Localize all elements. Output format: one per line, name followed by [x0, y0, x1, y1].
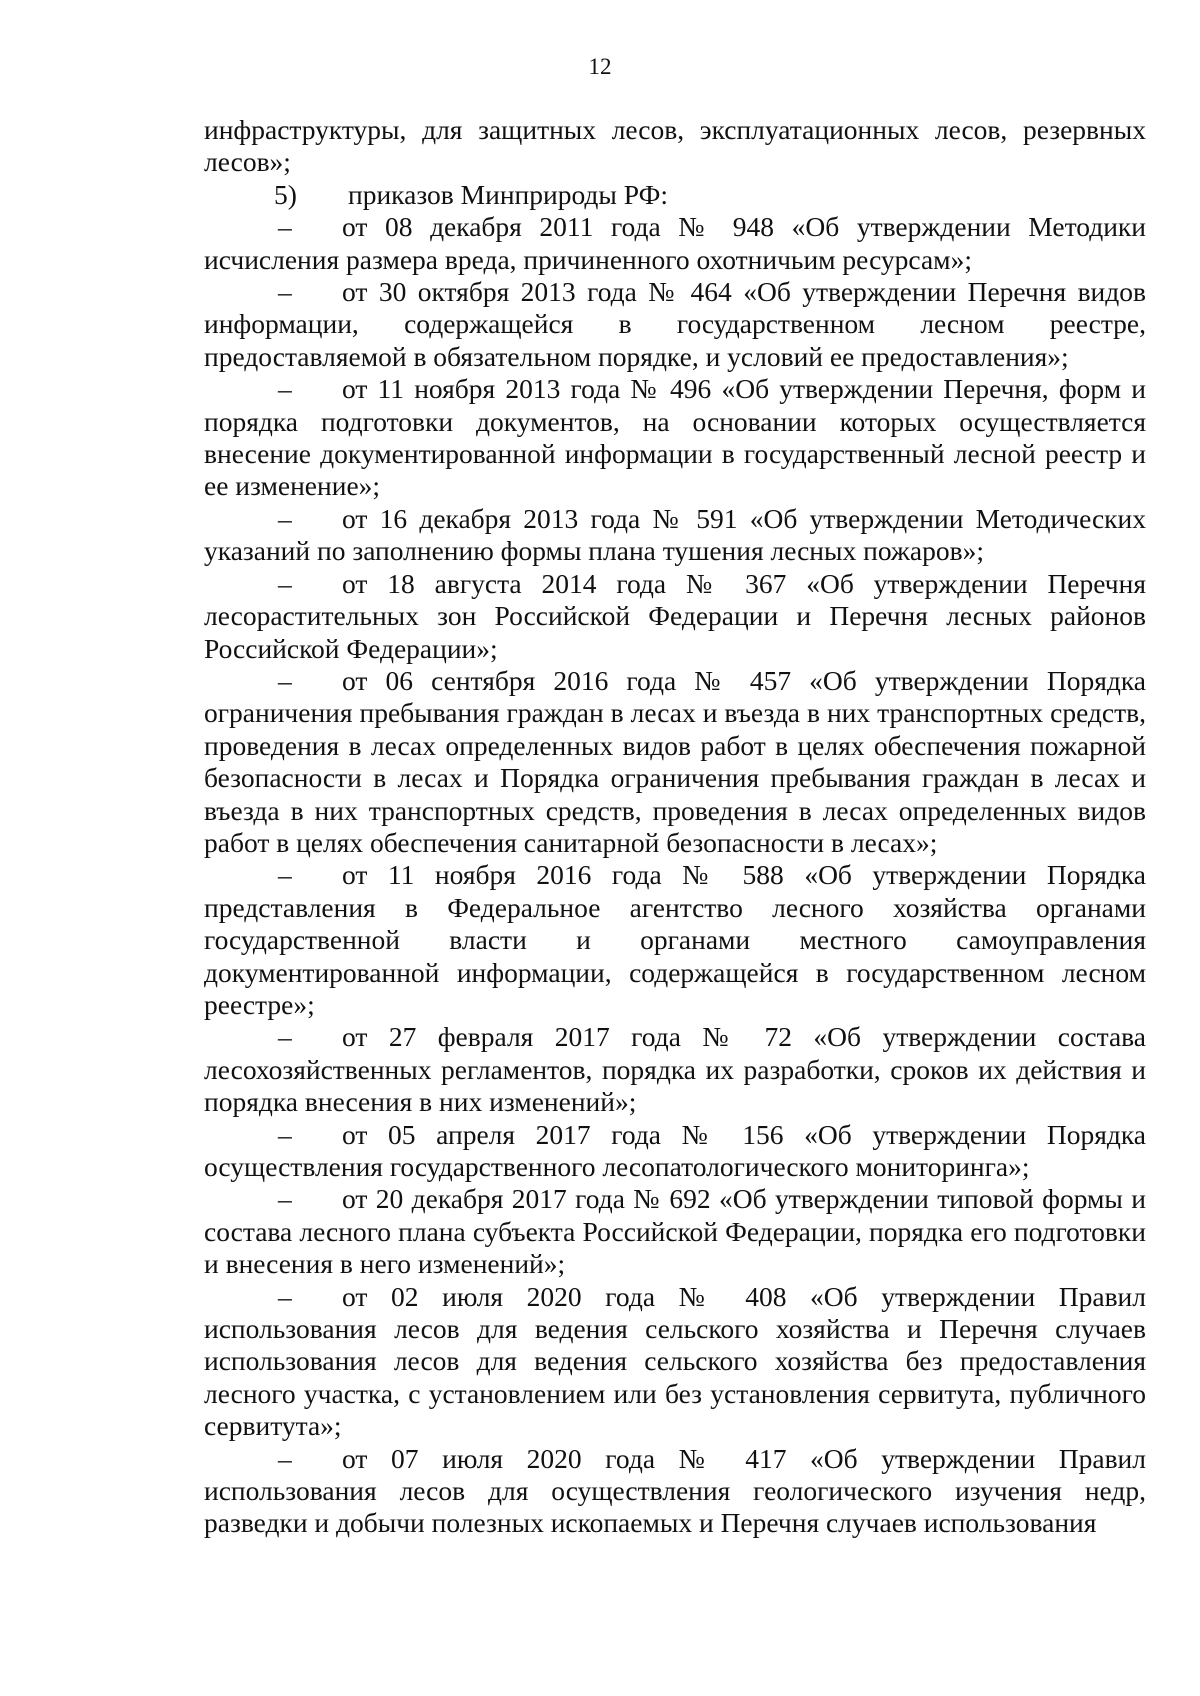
dash-marker: –	[278, 502, 292, 534]
list-item	[204, 859, 1146, 1021]
list-item-text: от 11 ноября 2013 года № 496 «Об утверждении Перечня, форм и порядка подготовки документов, на основании которых осуществляется внесение документированной информации в государственный лесной реестр и ее изменение»;	[204, 373, 1146, 502]
dash-marker: –	[278, 276, 292, 308]
list-item-text: от 07 июля 2020 года № 417 «Об утверждении Правил использования лесов для осуществления геологического изучения недр, разведки и добычи полезных ископаемых и Перечня случаев использования	[204, 1442, 1146, 1539]
list-item-text: от 08 декабря 2011 года № 948 «Об утверждении Методики исчисления размера вреда, причиненного охотничьим ресурсам»;	[204, 211, 1146, 275]
page-number: 12	[588, 54, 612, 79]
list-item	[204, 1021, 1146, 1118]
section-title: приказов Минприроды РФ:	[348, 178, 668, 210]
dash-marker: –	[278, 373, 292, 405]
list-item-text: от 05 апреля 2017 года № 156 «Об утверждении Порядка осуществления государственного лесопатологического мониторинга»;	[204, 1118, 1146, 1182]
list-item-text: от 06 сентября 2016 года № 457 «Об утверждении Порядка ограничения пребывания граждан в лесах и въезда в них транспортных средств, проведения в лесах определенных видов работ в целях обеспечения пожарной безопасности в лесах и Порядка ограничения пребывания граждан в лесах и въезда в них транспортных средств, проведения в лесах определенных видов работ в целях обеспечения санитарной безопасности в лесах»;	[204, 664, 1146, 858]
list-item-text: от 30 октября 2013 года № 464 «Об утверждении Перечня видов информации, содержащейся в государственном лесном реестре, предоставляемой в обязательном порядке, и условий ее предоставления»;	[204, 276, 1146, 372]
list-item	[204, 503, 1146, 568]
list-item-text: от 20 декабря 2017 года № 692 «Об утверждении типовой формы и состава лесного плана субъекта Российской Федерации, порядка его подготовки и внесения в него изменений»;	[204, 1183, 1146, 1280]
dash-marker: –	[278, 1280, 292, 1312]
section-heading	[204, 179, 1146, 211]
list-item	[204, 1183, 1146, 1280]
list-item	[204, 211, 1146, 276]
list-item	[204, 665, 1146, 859]
list-item	[204, 373, 1146, 503]
list-item-text: от 18 августа 2014 года № 367 «Об утверждении Перечня лесорастительных зон Российской Федерации и Перечня лесных районов Российской Федерации»;	[204, 567, 1146, 664]
dash-marker: –	[278, 859, 292, 891]
list-item-text: от 11 ноября 2016 года № 588 «Об утверждении Порядка представления в Федеральное агентство лесного хозяйства органами государственной власти и органами местного самоуправления документированной информации, содержащейся в государственном лесном реестре»;	[204, 859, 1146, 1020]
dash-marker: –	[278, 1118, 292, 1150]
dash-marker: –	[278, 1021, 292, 1053]
list-item-text: от 16 декабря 2013 года № 591 «Об утверждении Методических указаний по заполнению формы плана тушения лесных пожаров»;	[204, 502, 1146, 567]
list-item	[204, 568, 1146, 665]
list-item	[204, 276, 1146, 373]
list-item-text: от 27 февраля 2017 года № 72 «Об утверждении состава лесохозяйственных регламентов, порядка их разработки, сроков их действия и порядка внесения в них изменений»;	[204, 1021, 1146, 1118]
dash-marker: –	[278, 664, 292, 696]
list-item-text: от 02 июля 2020 года № 408 «Об утверждении Правил использования лесов для ведения сельского хозяйства и Перечня случаев использования лесов для ведения сельского хозяйства без предоставления лесного участка, с установлением или без установления сервитута, публичного сервитута»;	[204, 1280, 1146, 1442]
intro-paragraph: инфраструктуры, для защитных лесов, эксплуатационных лесов, резервных лесов»;	[204, 114, 1146, 178]
dash-marker: –	[278, 211, 292, 243]
document-body	[204, 114, 1146, 1540]
dash-marker: –	[278, 567, 292, 599]
list-item	[204, 1119, 1146, 1184]
list-item	[204, 1443, 1146, 1540]
dash-marker: –	[278, 1183, 292, 1215]
section-number: 5)	[274, 178, 297, 210]
dash-marker: –	[278, 1442, 292, 1474]
list-item	[204, 1281, 1146, 1443]
